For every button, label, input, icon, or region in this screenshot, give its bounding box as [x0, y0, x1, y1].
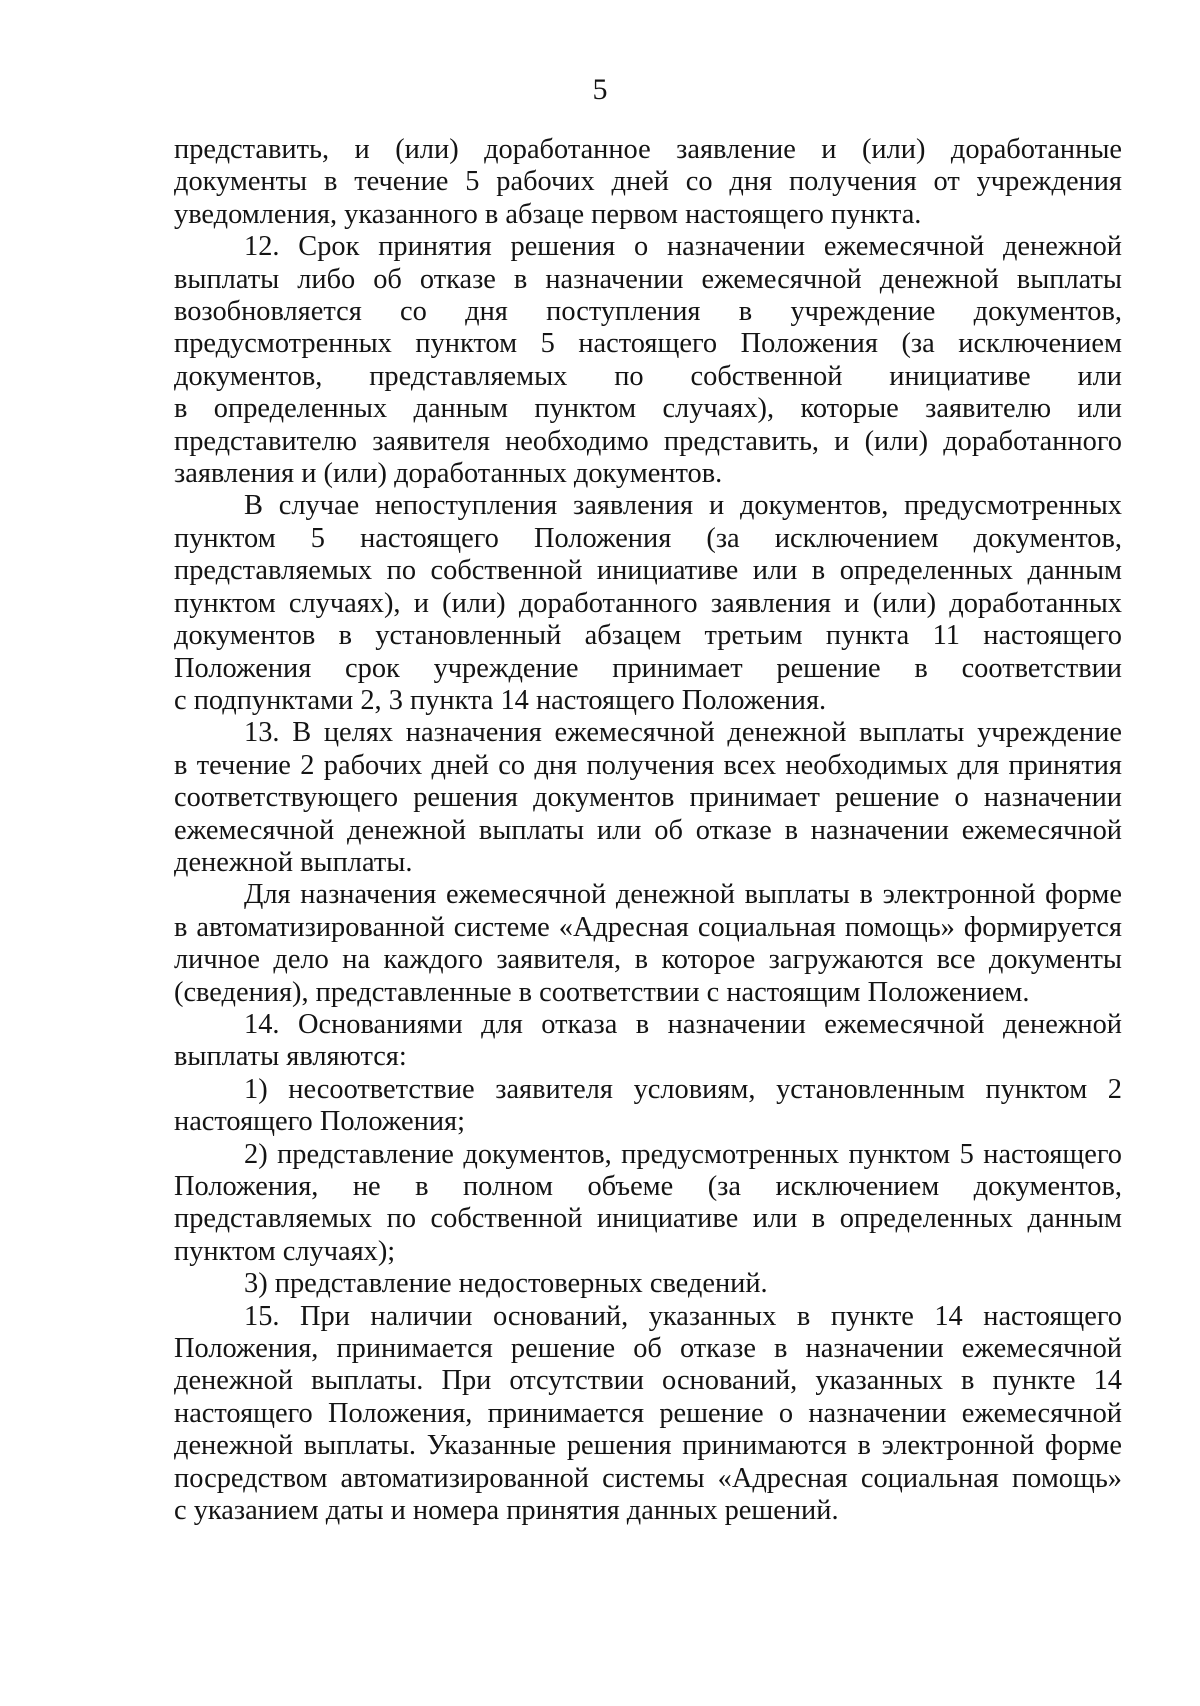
- paragraph-line: денежной выплаты. При отсутствии оснований, указанных в пункте 14: [174, 1365, 1122, 1397]
- paragraph-line: документов в установленный абзацем третьим пункта 11 настоящего: [174, 620, 1122, 652]
- paragraph-line: заявления и (или) доработанных документов.: [174, 458, 723, 490]
- paragraph-line: выплаты являются:: [174, 1041, 407, 1073]
- paragraph-line: 13. В целях назначения ежемесячной денежной выплаты учреждение: [244, 717, 1122, 749]
- paragraph-line: Для назначения ежемесячной денежной выплаты в электронной форме: [244, 879, 1122, 911]
- paragraph: [174, 1301, 1122, 1528]
- paragraph: [174, 231, 1122, 490]
- paragraph-line: уведомления, указанного в абзаце первом настоящего пункта.: [174, 198, 922, 230]
- paragraph-line: 12. Срок принятия решения о назначении ежемесячной денежной: [244, 231, 1122, 263]
- paragraph-line: (сведения), представленные в соответствии с настоящим Положением.: [174, 976, 1030, 1008]
- paragraph-line: настоящего Положения, принимается решение о назначении ежемесячной: [174, 1397, 1122, 1429]
- paragraph: [174, 1268, 1122, 1300]
- paragraph: [174, 490, 1122, 717]
- paragraph: [174, 1074, 1122, 1139]
- paragraph-line: выплаты либо об отказе в назначении ежемесячной денежной выплаты: [174, 263, 1122, 295]
- paragraph-line: 2) представление документов, предусмотренных пунктом 5 настоящего: [244, 1138, 1122, 1170]
- paragraph-line: представляемых по собственной инициативе или в определенных данным: [174, 555, 1122, 587]
- paragraph-line: документы в течение 5 рабочих дней со дня получения от учреждения: [174, 166, 1122, 198]
- paragraph-line: пунктом случаях), и (или) доработанного заявления и (или) доработанных: [174, 587, 1122, 619]
- paragraph-line: представляемых по собственной инициативе или в определенных данным: [174, 1203, 1122, 1235]
- paragraph-line: личное дело на каждого заявителя, в которое загружаются все документы: [174, 944, 1122, 976]
- paragraph-line: с подпунктами 2, 3 пункта 14 настоящего Положения.: [174, 684, 827, 716]
- paragraph-line: денежной выплаты.: [174, 846, 413, 878]
- paragraph-line: в определенных данным пунктом случаях), которые заявителю или: [174, 393, 1122, 425]
- paragraph-line: документов, представляемых по собственной инициативе или: [174, 360, 1122, 392]
- paragraph-line: 3) представление недостоверных сведений.: [244, 1268, 768, 1300]
- page-number: 5: [592, 73, 608, 106]
- paragraph-line: Положения срок учреждение принимает решение в соответствии: [174, 652, 1122, 684]
- paragraph-line: 1) несоответствие заявителя условиям, установленным пунктом 2: [244, 1073, 1122, 1105]
- paragraph: [174, 1009, 1122, 1074]
- paragraph: [174, 1139, 1122, 1269]
- paragraph-line: с указанием даты и номера принятия данных решений.: [174, 1495, 839, 1527]
- paragraph-line: пунктом случаях);: [174, 1235, 396, 1267]
- paragraph-line: в течение 2 рабочих дней со дня получения всех необходимых для принятия: [174, 749, 1122, 781]
- paragraph-line: Положения, принимается решение об отказе в назначении ежемесячной: [174, 1333, 1122, 1365]
- paragraph-line: 15. При наличии оснований, указанных в пункте 14 настоящего: [244, 1300, 1122, 1332]
- paragraph-line: 14. Основаниями для отказа в назначении ежемесячной денежной: [244, 1008, 1122, 1040]
- paragraph: [174, 134, 1122, 231]
- paragraph-line: в автоматизированной системе «Адресная социальная помощь» формируется: [174, 911, 1122, 943]
- paragraph-line: пунктом 5 настоящего Положения (за исключением документов,: [174, 522, 1122, 554]
- paragraph-line: возобновляется со дня поступления в учреждение документов,: [174, 296, 1122, 328]
- paragraph-line: ежемесячной денежной выплаты или об отказе в назначении ежемесячной: [174, 814, 1122, 846]
- paragraph-line: В случае непоступления заявления и документов, предусмотренных: [244, 490, 1122, 522]
- paragraph-line: представителю заявителя необходимо представить, и (или) доработанного: [174, 425, 1122, 457]
- paragraph-line: предусмотренных пунктом 5 настоящего Положения (за исключением: [174, 328, 1122, 360]
- paragraph-line: настоящего Положения;: [174, 1106, 465, 1138]
- paragraph-line: Положения, не в полном объеме (за исключением документов,: [174, 1171, 1122, 1202]
- paragraph-line: посредством автоматизированной системы «Адресная социальная помощь»: [174, 1462, 1122, 1494]
- paragraph-line: денежной выплаты. Указанные решения принимаются в электронной форме: [174, 1430, 1122, 1462]
- document-body: [174, 134, 1122, 1527]
- paragraph-line: представить, и (или) доработанное заявление и (или) доработанные: [174, 134, 1122, 165]
- paragraph-line: соответствующего решения документов принимает решение о назначении: [174, 782, 1122, 814]
- paragraph: [174, 879, 1122, 1009]
- paragraph: [174, 717, 1122, 879]
